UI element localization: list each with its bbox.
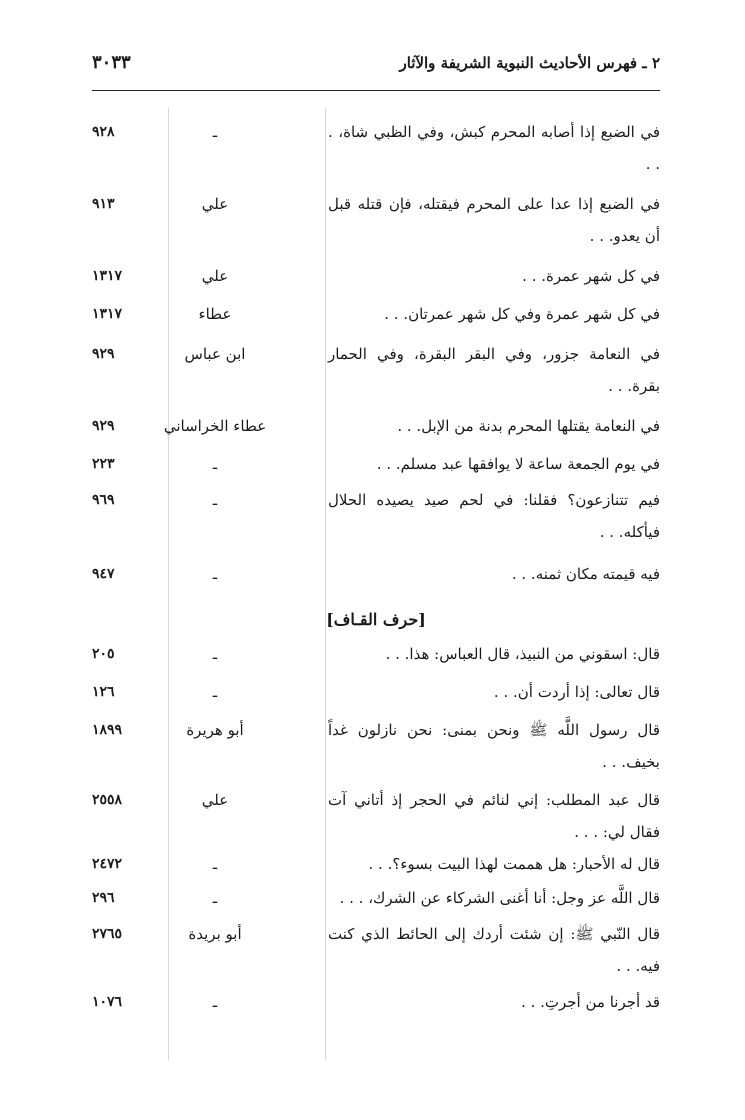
hadith-text: قال النّبي ﷺ: إن شئت أردك إلى الحائط الذي كنت فيه. . . [328, 925, 660, 975]
hadith-text: في كل شهر عمرة وفي كل شهر عمرتان. . . [384, 305, 660, 323]
hadith-text: في الضبع إذا عدا على المحرم فيقتله، فإن قتله قبل أن يعدو. . . [328, 195, 660, 245]
entry-number: ١٣١٧ [92, 268, 123, 284]
hadith-text: في كل شهر عمرة. . . [522, 267, 660, 285]
hadith-text: قال: اسقوني من النبيذ، قال العباس: هذا. . . [385, 645, 660, 663]
header-rule [92, 90, 660, 91]
narrator: علي [201, 267, 229, 285]
entry-number: ٩٦٩ [92, 492, 115, 508]
narrator: ـ [212, 455, 218, 473]
section-heading: [حرف القـاف] [326, 610, 426, 629]
narrator: أبو بريدة [188, 925, 242, 943]
running-title: ٢ ـ فهرس الأحاديث النبوية الشريفة والآثار [399, 54, 660, 72]
narrator: ـ [212, 565, 218, 583]
hadith-text: فيه قيمته مكان ثمنه. . . [511, 565, 660, 583]
entry-number: ٩٢٨ [92, 124, 115, 140]
page-header [92, 50, 660, 80]
entry-number: ٩٤٧ [92, 566, 115, 582]
narrator: ـ [212, 683, 218, 701]
hadith-text: قال اللَّه عز وجل: أنا أغنى الشركاء عن الشرك، . . . [339, 889, 660, 907]
entry-number: ١٣١٧ [92, 306, 123, 322]
entry-number: ١٢٦ [92, 684, 115, 700]
hadith-text: في يوم الجمعة ساعة لا يوافقها عبد مسلم. . . [376, 455, 660, 473]
entry-number: ٩١٣ [92, 196, 115, 212]
entry-number: ١٠٧٦ [92, 994, 123, 1010]
hadith-text: في النعامة يقتلها المحرم بدنة من الإبل. . . [397, 417, 660, 435]
column-divider [325, 108, 326, 1060]
narrator: علي [201, 195, 229, 213]
hadith-text: في النعامة جزور، وفي البقر البقرة، وفي الحمار بقرة. . . [328, 345, 660, 395]
entry-number: ٩٢٩ [92, 418, 115, 434]
hadith-text: قال تعالى: إذا أردت أن. . . [493, 683, 660, 701]
narrator: أبو هريرة [186, 721, 244, 739]
hadith-text: قال رسول اللَّه ﷺ ونحن بمنى: نحن نازلون غداً بخيف. . . [328, 721, 660, 771]
narrator: عطاء [198, 305, 232, 323]
hadith-text: في الضبع إذا أصابه المحرم كبش، وفي الظبي شاة، . . . [328, 123, 660, 173]
hadith-text: قال له الأحبار: هل هممت لهذا البيت بسوء؟. . . [368, 855, 660, 873]
narrator: ـ [212, 645, 218, 663]
hadith-text: قال عبد المطلب: إني لنائم في الحجر إذ أتاني آت فقال لي: . . . [328, 791, 660, 841]
hadith-text: فيم تتنازعون؟ فقلنا: في لحم صيد يصيده الحلال فيأكله. . . [328, 491, 660, 541]
narrator: ـ [212, 855, 218, 873]
narrator: ـ [212, 889, 218, 907]
narrator: ـ [212, 491, 218, 509]
hadith-text: قد أجرنا من أجرتِ. . . [521, 993, 660, 1011]
entry-number: ٢٠٥ [92, 646, 115, 662]
narrator: ـ [212, 123, 218, 141]
narrator: عطاء الخراساني [163, 417, 267, 435]
entry-number: ٢٤٧٢ [92, 856, 123, 872]
entry-number: ٩٢٩ [92, 346, 115, 362]
narrator: ـ [212, 993, 218, 1011]
entry-number: ٢٢٣ [92, 456, 115, 472]
entry-number: ١٨٩٩ [92, 722, 123, 738]
entry-number: ٢٥٥٨ [92, 792, 123, 808]
narrator: علي [201, 791, 229, 809]
entry-number: ٢٩٦ [92, 890, 115, 906]
narrator: ابن عباس [184, 345, 246, 363]
entry-number: ٢٧٦٥ [92, 926, 123, 942]
page-number: ٣٠٣٣ [92, 52, 131, 73]
